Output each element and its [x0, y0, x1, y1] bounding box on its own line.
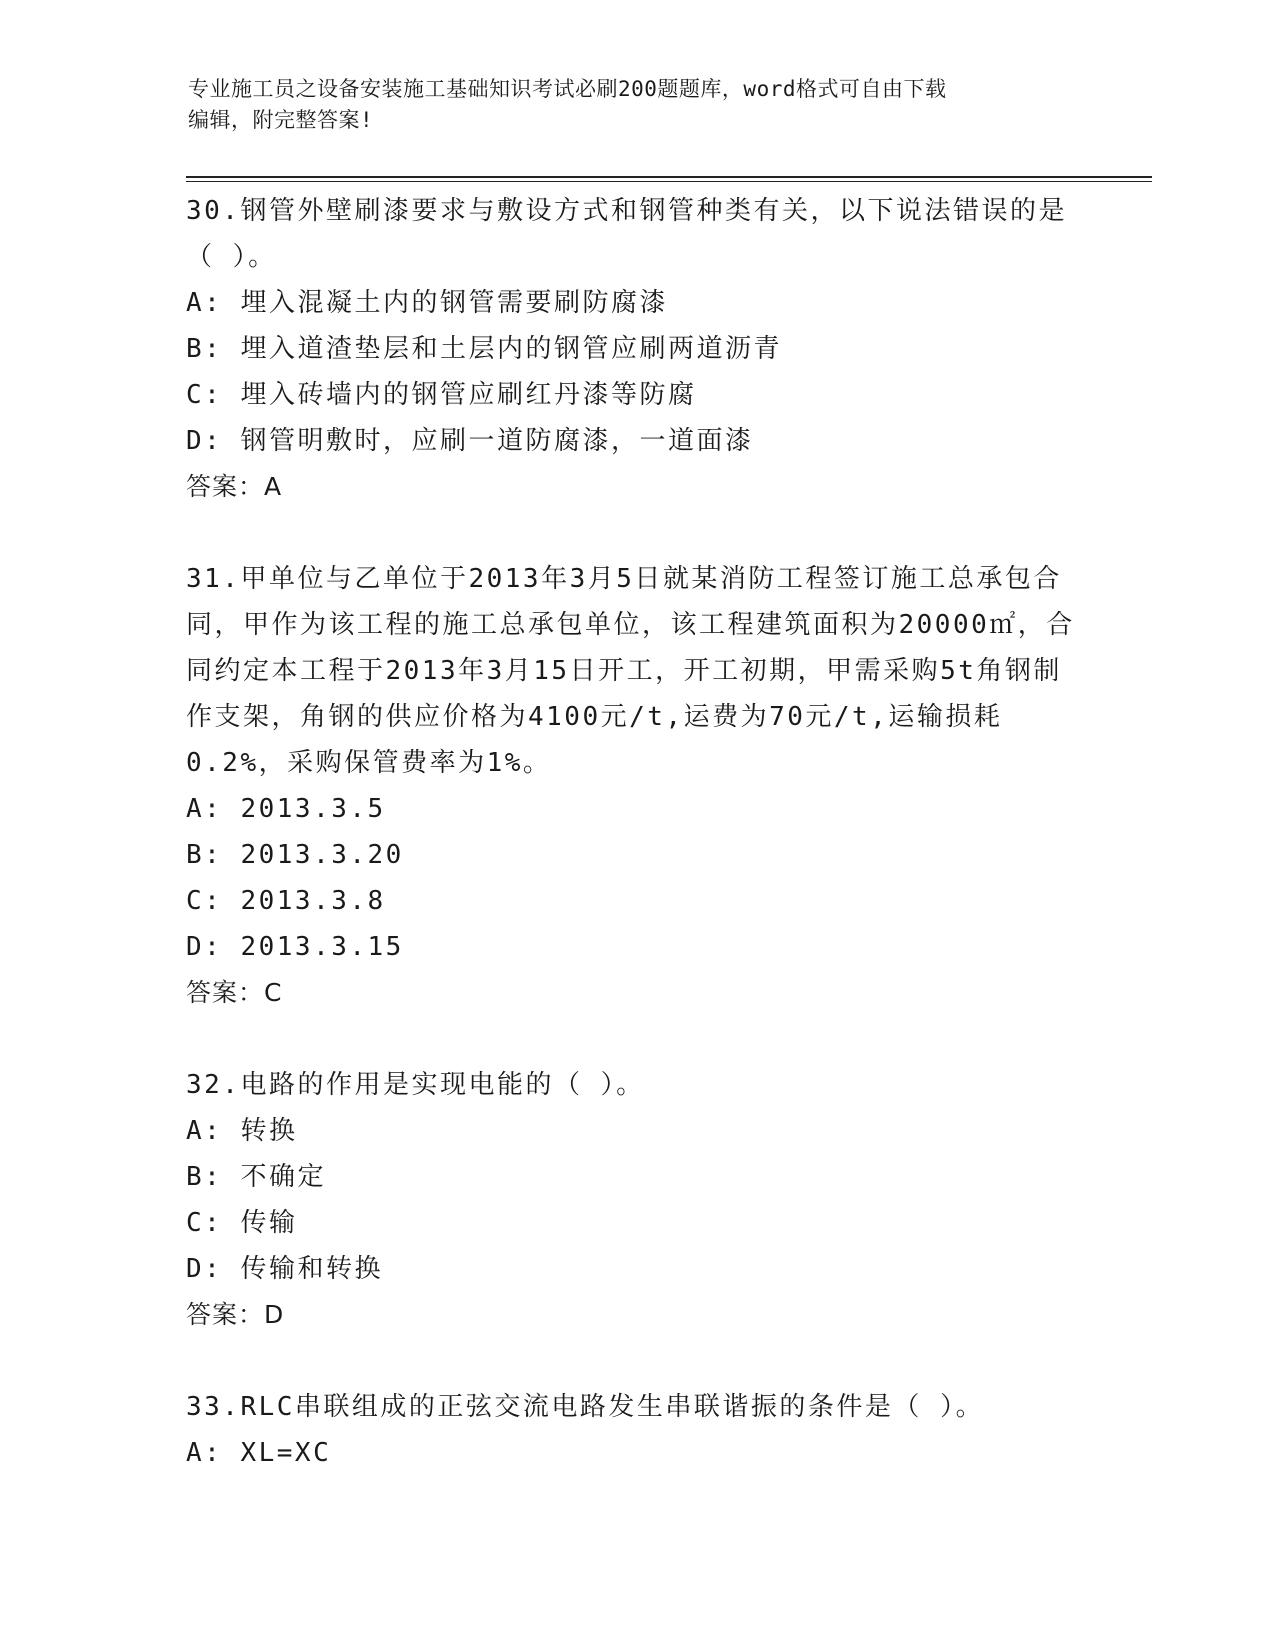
question-list: [186, 188, 1086, 1522]
question-stem: 31.甲单位与乙单位于2013年3月5日就某消防工程签订施工总承包合同，甲作为该工程的施工总承包单位，该工程建筑面积为20000㎡，合同约定本工程于2013年3月15日开工，开工初期，甲需采购5t角钢制作支架，角钢的供应价格为4100元/t,运费为70元/t,运输损耗0.2%，采购保管费率为1%。: [186, 564, 1075, 778]
question-stem: 30.钢管外壁刷漆要求与敷设方式和钢管种类有关，以下说法错误的是（ ）。: [186, 196, 1067, 272]
header-divider-thin: [186, 181, 1152, 182]
header-divider-thick: [186, 176, 1152, 178]
option-b: B: 不确定: [186, 1162, 326, 1192]
question-stem: 33.RLC串联组成的正弦交流电路发生串联谐振的条件是（ ）。: [186, 1392, 985, 1422]
answer-line: 答案：C: [186, 978, 283, 1007]
question-32: [186, 1062, 1086, 1338]
question-stem: 32.电路的作用是实现电能的（ ）。: [186, 1070, 645, 1100]
option-d: D: 钢管明敷时，应刷一道防腐漆，一道面漆: [186, 426, 754, 456]
answer-line: 答案：D: [186, 1300, 285, 1329]
option-a: A: 转换: [186, 1116, 298, 1146]
question-30: [186, 188, 1086, 510]
header-title-line2: 编辑，附完整答案!: [188, 108, 374, 132]
option-d: D: 2013.3.15: [186, 932, 404, 962]
document-header: [188, 74, 1068, 136]
option-c: C: 2013.3.8: [186, 886, 386, 916]
option-a: A: XL=XC: [186, 1438, 332, 1468]
option-b: B: 2013.3.20: [186, 840, 404, 870]
question-33: [186, 1384, 1086, 1476]
option-a: A: 埋入混凝土内的钢管需要刷防腐漆: [186, 288, 668, 318]
option-c: C: 传输: [186, 1208, 298, 1238]
answer-line: 答案：A: [186, 472, 283, 501]
option-c: C: 埋入砖墙内的钢管应刷红丹漆等防腐: [186, 380, 697, 410]
question-31: [186, 556, 1086, 1016]
header-title-line1: 专业施工员之设备安装施工基础知识考试必刷200题题库，word格式可自由下载: [188, 77, 947, 101]
option-d: D: 传输和转换: [186, 1254, 383, 1284]
option-a: A: 2013.3.5: [186, 794, 386, 824]
option-b: B: 埋入道渣垫层和土层内的钢管应刷两道沥青: [186, 334, 782, 364]
